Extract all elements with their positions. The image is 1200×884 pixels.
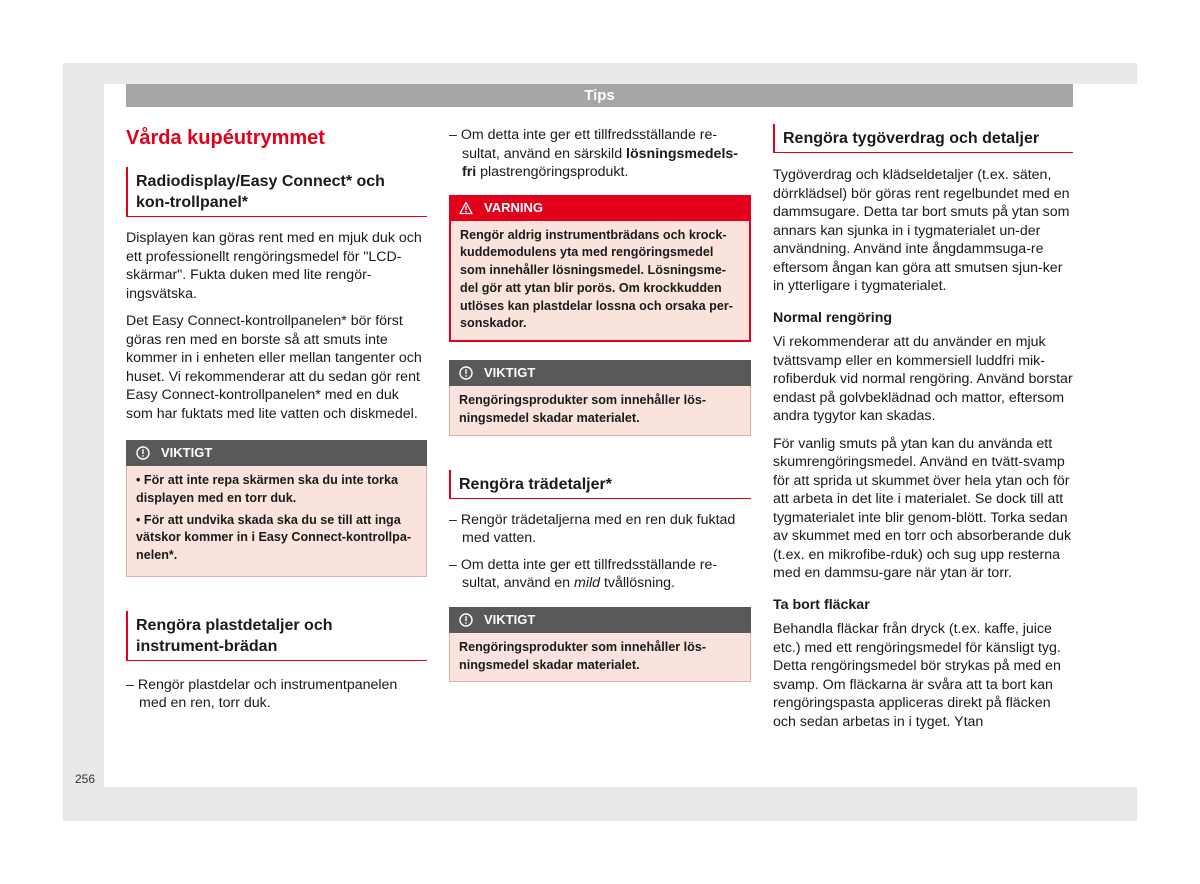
instruction-emphasis: mild — [574, 575, 601, 592]
notice-bullet: • För att undvika skada ska du se till att inga vätskor kommer in i Easy Connect-kontrollpa-nelen*. — [136, 512, 412, 563]
instruction-item — [449, 556, 751, 593]
paragraph: Displayen kan göras rent med en mjuk duk och ett professionellt rengöringsmedel för "LCD-skärmar". Fukta duken med lite rengör-ingsvätska. — [126, 230, 422, 302]
notice-label: VIKTIGT — [484, 365, 536, 381]
instruction-text: tvållösning. — [600, 575, 675, 592]
notice-box-viktigt — [449, 607, 751, 683]
notice-header — [126, 440, 427, 466]
warning-label: VARNING — [484, 199, 543, 215]
paragraph: Det Easy Connect-kontrollpanelen* bör först göras ren med en borste så att smuts inte kommer in i enheten eller mellan tangenter och huset. Vi rekommenderar att du sedan gör rent Easy Connect-kontrollpanelen* med en duk som har fuktats med lite vatten och diskmedel. — [126, 313, 422, 422]
notice-bullet: • För att inte repa skärmen ska du inte torka displayen med en torr duk. — [136, 473, 398, 505]
warning-header — [449, 195, 751, 221]
info-circle-icon — [136, 446, 150, 460]
notice-box-viktigt — [449, 360, 751, 436]
notice-body — [126, 466, 427, 577]
info-circle-icon — [459, 366, 473, 380]
column-right — [773, 124, 1073, 740]
notice-body: Rengöringsprodukter som innehåller lös-ningsmedel skadar materialet. — [449, 386, 751, 436]
subheading-ta-bort-flackar: Ta bort fläckar — [773, 596, 870, 613]
warning-body: Rengör aldrig instrumentbrädans och krock-kuddemodulens yta med rengöringsmedel som innehåller lösningsmedel. Lösningsme-del gör att ytan blir porös. Om krockkudden utlöses kan plastdelar lossna och orsaka per-sonskador. — [449, 221, 751, 343]
column-middle — [449, 126, 751, 700]
notice-label: VIKTIGT — [484, 611, 536, 627]
instruction-item — [449, 126, 751, 182]
notice-box-viktigt — [126, 440, 427, 577]
warning-triangle-icon — [459, 201, 473, 215]
instruction-text: plastrengöringsprodukt. — [476, 164, 629, 180]
instruction-text: – Om detta inte ger ett tillfredsställande re-sultat, använd en — [449, 556, 718, 592]
instruction-emphasis: lösningsmedels-fri — [462, 145, 738, 180]
paragraph: Tygöverdrag och klädseldetaljer (t.ex. säten, dörrklädsel) bör göras rent regelbundet med en dammsugare. Detta tar bort smuts på ytan som annars kan sjunka in i tygmaterialet un-der användning. Använd inte ångdammsuga-re eftersom ångan kan göra att smutsen sjun-ker in ytterligare i tygmaterialet. — [773, 167, 1070, 294]
instruction-text: – Om detta inte ger ett tillfredsställande re-sultat, använd en särskild — [449, 127, 718, 162]
chapter-title: Vårda kupéutrymmet — [126, 127, 325, 149]
section-heading-plastdetaljer: Rengöra plastdetaljer och instrument-brädan — [126, 611, 427, 661]
instruction-item: – Rengör plastdelar och instrumentpanelen med en ren, torr duk. — [126, 676, 398, 712]
section-heading-tygoverdrag: Rengöra tygöverdrag och detaljer — [773, 124, 1073, 153]
notice-label: VIKTIGT — [161, 445, 213, 460]
notice-body: Rengöringsprodukter som innehåller lös-ningsmedel skadar materialet. — [449, 633, 751, 683]
column-left — [126, 118, 427, 721]
paragraph: Behandla fläckar från dryck (t.ex. kaffe, juice etc.) med ett rengöringsmedel för känsligt tyg. Detta rengöringsmedel bör strykas på med en svamp. Om fläckarna är svåra att ta bort kan rengöringspasta appliceras direkt på fläcken och sedan arbetas in i tyget. Ytan — [773, 621, 1061, 730]
section-heading-tradetaljer: Rengöra trädetaljer* — [449, 470, 751, 499]
paragraph: Vi rekommenderar att du använder en mjuk tvättsvamp eller en kommersiell luddfri mik-rofiberduk vid normal rengöring. Använd borstar endast på golvbeklädnad och mattor, eftersom andra tygytor kan skadas. — [773, 334, 1073, 424]
info-circle-icon — [459, 613, 473, 627]
subheading-normal-rengoring: Normal rengöring — [773, 309, 893, 326]
notice-header — [449, 360, 751, 386]
warning-box-varning — [449, 195, 751, 343]
paragraph: För vanlig smuts på ytan kan du använda ett skumrengöringsmedel. Använd en tvätt-svamp för att sprida ut skummet över hela ytan och för att arbeta in det lite i materialet. Se dock till att tygmaterialet inte blir genom-blött. Torka sedan av skummet med en torr och absorberande duk (t.ex. en mikrofibe-rduk) och sug upp resterna med en dammsu-gare när ytan är torr. — [773, 435, 1072, 581]
section-heading-radiodisplay: Radiodisplay/Easy Connect* och kon-trollpanel* — [126, 167, 427, 217]
page-number: 256 — [75, 772, 96, 786]
notice-header — [449, 607, 751, 633]
instruction-item: – Rengör trädetaljerna med en ren duk fuktad med vatten. — [449, 511, 736, 547]
section-header-bar: Tips — [126, 84, 1073, 107]
